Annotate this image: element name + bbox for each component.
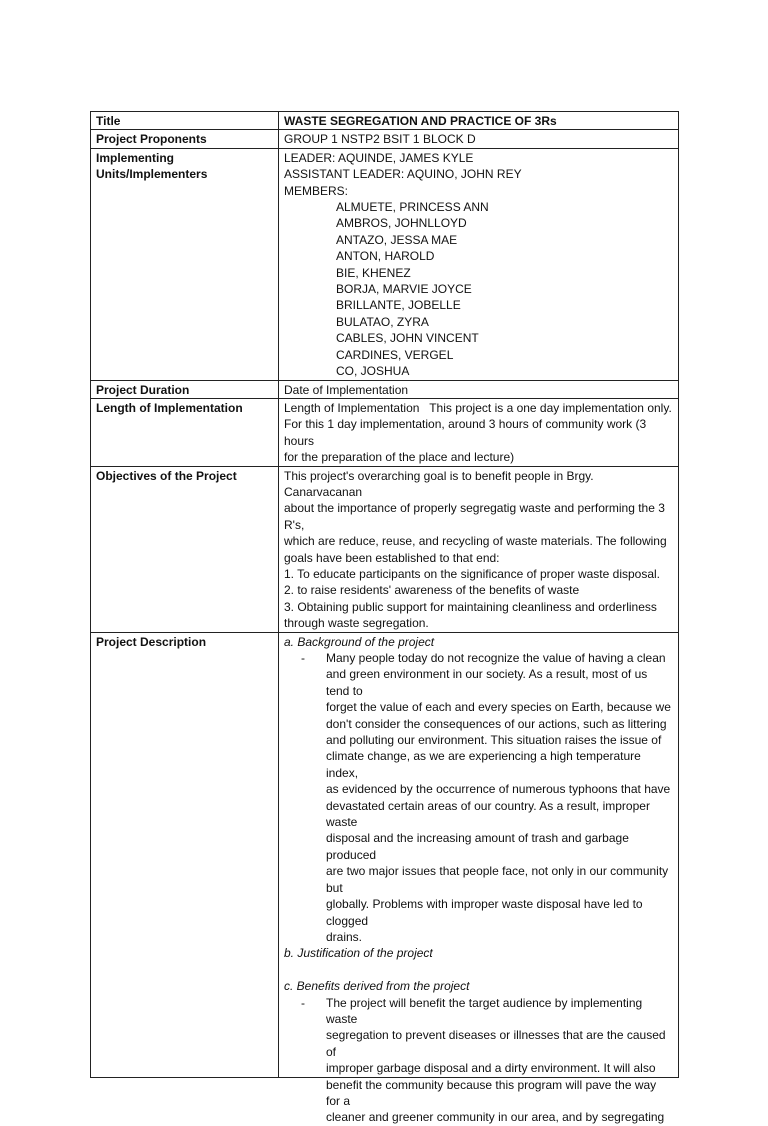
text-line: benefit the community because this program will pave the way for a — [326, 1077, 657, 1108]
text-line: The project will benefit the target audience by implementing waste — [326, 995, 643, 1026]
text-line: which are reduce, reuse, and recycling of waste materials. The following — [284, 534, 667, 549]
length-value — [279, 398, 679, 466]
text-line: For this 1 day implementation, around 3 hours of community work (3 hours — [284, 417, 647, 448]
member-item: CABLES, JOHN VINCENT — [336, 331, 479, 346]
text-line: through waste segregation. — [284, 616, 429, 631]
bullet-paragraph-benefits — [284, 995, 673, 1125]
table-row-length — [91, 398, 679, 466]
dash-bullet: - — [301, 995, 305, 1010]
text-line: drains. — [326, 929, 363, 944]
bullet-paragraph-background — [284, 650, 673, 945]
text-line: and green environment in our society. As a result, most of us tend to — [326, 667, 648, 698]
text-line: as evidenced by the occurrence of numerous typhoons that have — [326, 782, 671, 797]
text-line: cleaner and greener community in our area, and by segregating — [326, 1110, 665, 1125]
assistant-leader-text: ASSISTANT LEADER: AQUINO, JOHN REY — [284, 167, 522, 182]
member-item: ANTAZO, JESSA MAE — [336, 232, 458, 247]
table-row-description — [91, 632, 679, 1077]
implementers-label — [91, 148, 279, 380]
text-line: don't consider the consequences of our actions, such as littering — [326, 716, 667, 731]
duration-label: Project Duration — [91, 380, 279, 398]
text-line: improper garbage disposal and a dirty environment. It will also — [326, 1061, 656, 1076]
text-line: climate change, as we are experiencing a high temperature index, — [326, 749, 641, 780]
member-item: ALMUETE, PRINCESS ANN — [336, 200, 489, 215]
text-line: Many people today do not recognize the value of having a clean — [326, 651, 666, 665]
text-line: are two major issues that people face, not only in our community but — [326, 864, 669, 895]
description-value — [279, 632, 679, 1125]
member-item: BORJA, MARVIE JOYCE — [336, 282, 472, 297]
member-item: CARDINES, VERGEL — [336, 347, 454, 362]
objectives-label: Objectives of the Project — [91, 466, 279, 632]
blank-line — [284, 962, 673, 978]
text-line: about the importance of properly segregatig waste and performing the 3 R's, — [284, 501, 665, 532]
objectives-value — [279, 466, 679, 632]
project-proposal-table — [90, 111, 679, 1125]
leader-text: LEADER: AQUINDE, JAMES KYLE — [284, 150, 474, 165]
text-line: 1. To educate participants on the significance of proper waste disposal. — [284, 566, 661, 581]
section-heading-benefits: c. Benefits derived from the project — [284, 979, 470, 994]
text-line: segregation to prevent diseases or illnesses that are the caused of — [326, 1028, 666, 1059]
text-line: disposal and the increasing amount of trash and garbage produced — [326, 831, 629, 862]
text-line: 2. to raise residents' awareness of the benefits of waste — [284, 583, 580, 598]
member-item: ANTON, HAROLD — [336, 249, 435, 264]
section-heading-background: a. Background of the project — [284, 634, 435, 649]
description-label: Project Description — [91, 632, 279, 1077]
length-label: Length of Implementation — [91, 398, 279, 466]
member-item: AMBROS, JOHNLLOYD — [336, 216, 467, 231]
member-item: BULATAO, ZYRA — [336, 314, 429, 329]
table-row-title — [91, 112, 679, 130]
title-label: Title — [91, 112, 279, 130]
member-item: BIE, KHENEZ — [336, 265, 411, 280]
paragraph-text — [326, 650, 673, 945]
paragraph-text — [326, 995, 673, 1125]
table-row-objectives — [91, 466, 679, 632]
text-line: globally. Problems with improper waste disposal have led to clogged — [326, 897, 643, 928]
text-line: Length of Implementation This project is a one day implementation only. — [284, 400, 672, 415]
table-row-proponents — [91, 130, 679, 148]
member-item: CO, JOSHUA — [336, 364, 410, 379]
implementers-value — [279, 148, 679, 380]
text-line: for the preparation of the place and lecture) — [284, 450, 515, 465]
duration-value: Date of Implementation — [279, 380, 679, 398]
dash-bullet: - — [301, 651, 305, 665]
implementers-label-line2: Units/Implementers — [96, 167, 208, 182]
section-heading-justification: b. Justification of the project — [284, 946, 433, 961]
implementers-label-line1: Implementing — [96, 150, 175, 165]
proponents-label: Project Proponents — [91, 130, 279, 148]
text-line: forget the value of each and every species on Earth, because we — [326, 700, 671, 715]
text-line: and polluting our environment. This situation raises the issue of — [326, 733, 662, 748]
title-value: WASTE SEGREGATION AND PRACTICE OF 3Rs — [279, 112, 679, 130]
text-line: devastated certain areas of our country. As a result, improper waste — [326, 798, 650, 830]
member-item: BRILLANTE, JOBELLE — [336, 298, 461, 313]
members-label: MEMBERS: — [284, 183, 349, 198]
table-row-implementers — [91, 148, 679, 380]
text-line: goals have been established to that end: — [284, 550, 500, 565]
text-line: 3. Obtaining public support for maintaining cleanliness and orderliness — [284, 599, 657, 614]
text-line: This project's overarching goal is to benefit people in Brgy. Canarvacanan — [284, 468, 594, 499]
table-row-duration — [91, 380, 679, 398]
proponents-value: GROUP 1 NSTP2 BSIT 1 BLOCK D — [279, 130, 679, 148]
